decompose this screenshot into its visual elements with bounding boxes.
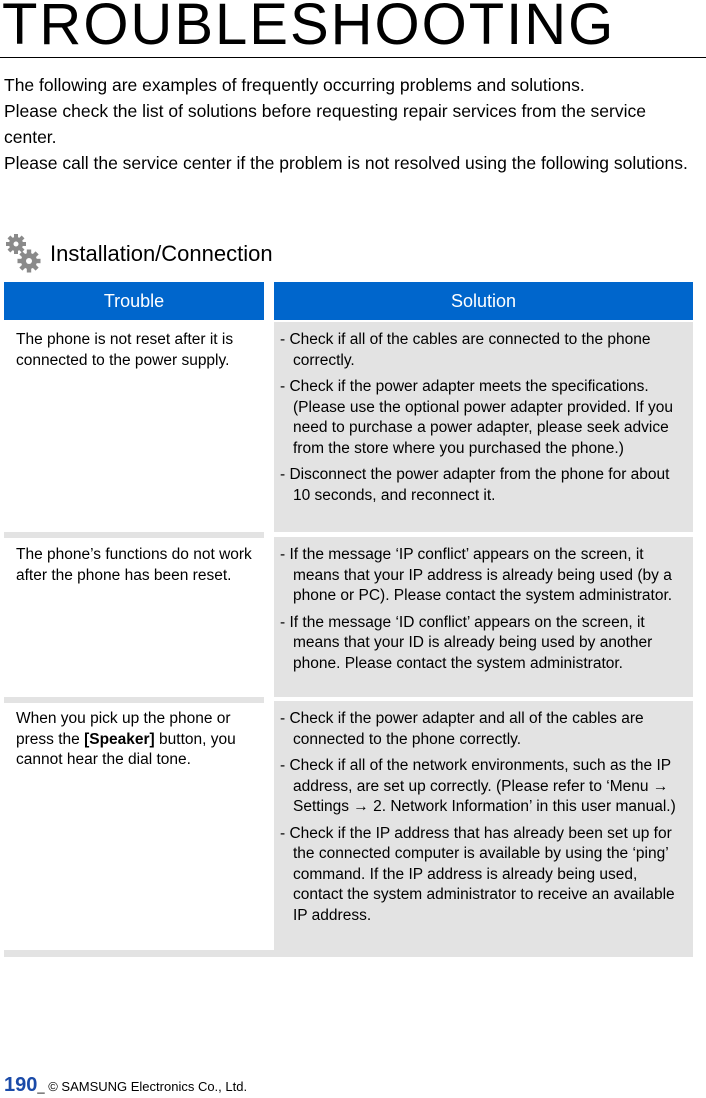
trouble-text: The phone’s functions do not work after the phone has been reset. <box>16 546 252 584</box>
solution-column-header: Solution <box>274 282 693 320</box>
copyright-text: © SAMSUNG Electronics Co., Ltd. <box>48 1079 248 1094</box>
solution-item: - Check if all of the network environments, such as the IP address, are set up correctly. (Please refer to ‘Menu → Settings → 2. Network Information’ in this user manual.) <box>280 757 676 815</box>
gears-icon <box>4 230 44 278</box>
footer-separator: _ <box>37 1079 49 1094</box>
solution-item: - Check if the power adapter meets the specifications. (Please use the optional power adapter provided. If you need to purchase a power adapter, please seek advice from the store where you purchased the phone.) <box>280 378 673 457</box>
solution-item: - Disconnect the power adapter from the phone for about 10 seconds, and reconnect it. <box>280 466 670 504</box>
trouble-text-end: button, you cannot hear the dial tone. <box>16 730 236 768</box>
solution-cell <box>274 322 693 532</box>
title-rule <box>0 57 706 58</box>
trouble-cell <box>4 537 264 697</box>
solution-item: - If the message ‘ID conflict’ appears on the screen, it means that your ID is already being used by another phone. Please contact the system administrator. <box>280 613 653 672</box>
trouble-cell <box>4 701 264 950</box>
page-footer <box>4 1074 247 1097</box>
intro-line: Please call the service center if the problem is not resolved using the following solutions. <box>4 153 688 173</box>
trouble-text: The phone is not reset after it is connected to the power supply. <box>16 331 234 369</box>
intro-line: Please check the list of solutions before requesting repair services from the service center. <box>4 101 646 147</box>
page-number: 190 <box>4 1074 38 1096</box>
table-bottom-border <box>4 950 693 957</box>
solution-cell <box>274 537 693 697</box>
trouble-cell <box>4 322 264 532</box>
solution-item: - Check if all of the cables are connected to the phone correctly. <box>280 331 651 369</box>
page-title: TROUBLESHOOTING <box>2 0 616 57</box>
section-title: Installation/Connection <box>50 241 273 266</box>
intro-text <box>4 72 700 176</box>
solution-item: - If the message ‘IP conflict’ appears on the screen, it means that your IP address is already being used (by a phone or PC). Please contact the system administrator. <box>280 546 673 604</box>
trouble-text-start: When you pick up the phone or press the <box>16 710 231 748</box>
intro-line: The following are examples of frequently occurring problems and solutions. <box>4 75 585 95</box>
section-heading <box>4 230 273 278</box>
solution-item: - Check if the power adapter and all of the cables are connected to the phone correctly. <box>280 710 644 748</box>
solution-item: - Check if the IP address that has already been set up for the connected computer is available by using the ‘ping’ command. If the IP address is already being used, contact the system administrator to receive an available IP address. <box>280 824 675 924</box>
speaker-key-label: [Speaker] <box>84 730 155 748</box>
trouble-column-header: Trouble <box>4 282 264 320</box>
solution-cell <box>274 701 693 950</box>
